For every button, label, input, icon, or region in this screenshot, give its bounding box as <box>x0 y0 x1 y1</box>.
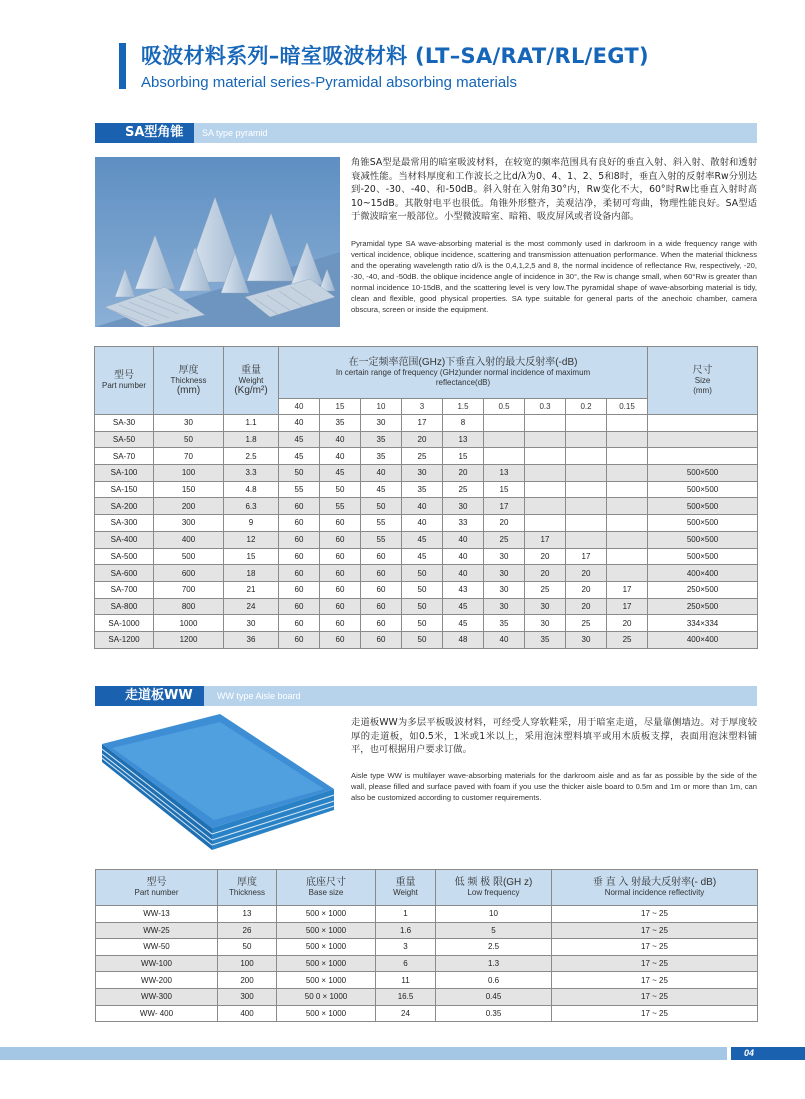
table-cell: 60 <box>279 598 320 615</box>
table-cell: 50 0 × 1000 <box>277 988 376 1005</box>
table-cell: 25 <box>607 631 648 648</box>
table-cell <box>525 481 566 498</box>
table-cell: 500×500 <box>648 548 758 565</box>
table-cell: 0.35 <box>436 1005 552 1022</box>
table-cell: SA-600 <box>95 565 154 582</box>
table-cell: SA-1200 <box>95 631 154 648</box>
table-cell: 17 ~ 25 <box>552 906 758 923</box>
table-cell: 9 <box>224 515 279 532</box>
sa-spec-table <box>94 346 758 649</box>
table-cell: 60 <box>279 631 320 648</box>
table-cell: 40 <box>361 465 402 482</box>
table-cell <box>607 498 648 515</box>
table-cell: 2.5 <box>224 448 279 465</box>
aisle-board-illustration <box>102 714 334 850</box>
table-cell: 15 <box>484 481 525 498</box>
table-cell <box>566 465 607 482</box>
table-cell: 6 <box>376 955 436 972</box>
table-cell: 50 <box>218 939 277 956</box>
table-cell: SA-30 <box>95 415 154 432</box>
page-number: 04 <box>731 1047 805 1060</box>
ww-header-thickness: 厚度 Thickness <box>218 870 277 906</box>
table-row <box>95 465 758 482</box>
title-accent-bar <box>119 43 126 89</box>
table-cell: 55 <box>320 498 361 515</box>
table-cell: 17 ~ 25 <box>552 988 758 1005</box>
table-cell: 30 <box>484 598 525 615</box>
pyramid-illustration <box>95 157 340 327</box>
table-cell: 300 <box>154 515 224 532</box>
table-row <box>95 548 758 565</box>
table-cell: 16.5 <box>376 988 436 1005</box>
table-cell <box>484 448 525 465</box>
table-cell: 1000 <box>154 615 224 632</box>
table-row <box>96 972 758 989</box>
table-cell: 60 <box>320 598 361 615</box>
table-cell: SA-200 <box>95 498 154 515</box>
table-row <box>96 922 758 939</box>
table-row <box>95 615 758 632</box>
table-cell <box>607 565 648 582</box>
table-cell: 13 <box>484 465 525 482</box>
table-cell <box>648 431 758 448</box>
sa-pyramid-photo <box>95 157 340 327</box>
table-cell: 20 <box>566 565 607 582</box>
table-cell: 30 <box>484 565 525 582</box>
page-title-en: Absorbing material series-Pyramidal absorbing materials <box>141 74 517 91</box>
table-cell: 60 <box>361 581 402 598</box>
table-cell: 40 <box>320 431 361 448</box>
table-cell: 20 <box>525 565 566 582</box>
table-cell: 36 <box>224 631 279 648</box>
table-cell: 300 <box>218 988 277 1005</box>
table-cell: 250×500 <box>648 598 758 615</box>
table-cell: 20 <box>402 431 443 448</box>
table-cell: 43 <box>443 581 484 598</box>
table-row <box>95 598 758 615</box>
table-cell: 600 <box>154 565 224 582</box>
sa-freq-header: 10 <box>361 399 402 415</box>
table-cell: 1 <box>376 906 436 923</box>
sa-freq-header: 3 <box>402 399 443 415</box>
table-cell: 50 <box>402 581 443 598</box>
table-cell: 20 <box>443 465 484 482</box>
table-cell <box>566 415 607 432</box>
table-cell: 20 <box>525 548 566 565</box>
table-cell: SA-1000 <box>95 615 154 632</box>
ww-description-en: Aisle type WW is multilayer wave-absorbing materials for the darkroom aisle and as far as possible by the side of the wall, please filled and surface paved with foam if you use the thicker aisle board to 0.5m and 1m or more than 1m, can also be customized according to customer requirements. <box>351 771 757 802</box>
table-cell <box>525 465 566 482</box>
table-row <box>96 1005 758 1022</box>
table-cell: 17 <box>484 498 525 515</box>
table-cell: 18 <box>224 565 279 582</box>
table-cell <box>607 465 648 482</box>
sa-header-size: 尺寸 Size (mm) <box>648 347 758 415</box>
table-cell: 24 <box>376 1005 436 1022</box>
table-cell: 5 <box>436 922 552 939</box>
ww-header-weight: 重量 Weight <box>376 870 436 906</box>
sa-freq-header: 0.15 <box>607 399 648 415</box>
table-cell: 4.8 <box>224 481 279 498</box>
table-cell: 20 <box>607 615 648 632</box>
table-cell: 35 <box>402 481 443 498</box>
sa-header-reflectance: 在一定频率范围(GHz)下垂直入射的最大反射率(-dB) In certain range of frequency (GHz)under normal incidence of maximum reflectance(dB) <box>279 347 648 399</box>
table-row <box>95 515 758 532</box>
table-cell <box>566 531 607 548</box>
table-cell: 60 <box>279 581 320 598</box>
sa-freq-header: 1.5 <box>443 399 484 415</box>
table-cell: 40 <box>402 498 443 515</box>
table-cell <box>566 481 607 498</box>
table-cell: 6.3 <box>224 498 279 515</box>
table-cell: 60 <box>320 531 361 548</box>
table-cell: 8 <box>443 415 484 432</box>
table-cell: 20 <box>566 598 607 615</box>
table-cell: 13 <box>443 431 484 448</box>
table-cell: SA-400 <box>95 531 154 548</box>
table-cell: 1.6 <box>376 922 436 939</box>
table-cell: 17 ~ 25 <box>552 955 758 972</box>
table-cell <box>607 531 648 548</box>
table-cell: 17 ~ 25 <box>552 1005 758 1022</box>
table-cell: 35 <box>525 631 566 648</box>
sa-header-part: 型号 Part number <box>95 347 154 415</box>
table-cell: 30 <box>224 615 279 632</box>
table-cell: 500 × 1000 <box>277 906 376 923</box>
table-cell: 1.1 <box>224 415 279 432</box>
table-cell: 60 <box>320 631 361 648</box>
table-cell: 30 <box>443 498 484 515</box>
sa-description-cn: 角锥SA型是最常用的暗室吸波材料，在较宽的频率范围具有良好的垂直入射、斜入射、散射和透射衰减性能。当材料厚度和工作波长之比d/λ为0、4、1、2、5和8时，垂直入射的反射率Rw分别达到-20、-30、-40、和-50dB。斜入射在入射角30°内，Rw变化不大，60°时Rw比垂直入射时高10~15dB。其散射电平也很低。角锥外形整齐，美观洁净，柔韧可弯曲，物理性能良好。SA型适于微波暗室一般部位。小型微波暗室、暗箱、吸皮屏风或者设备内部。 <box>351 157 757 222</box>
table-cell: 200 <box>218 972 277 989</box>
section-title-ww-en: WW type Aisle board <box>217 691 301 701</box>
table-cell: 17 <box>607 581 648 598</box>
table-cell: 50 <box>402 565 443 582</box>
table-cell: 25 <box>484 531 525 548</box>
table-cell: WW-13 <box>96 906 218 923</box>
table-cell: 13 <box>218 906 277 923</box>
table-cell: 500 × 1000 <box>277 939 376 956</box>
table-row <box>95 481 758 498</box>
table-cell: 33 <box>443 515 484 532</box>
table-cell: 40 <box>402 515 443 532</box>
table-cell: 60 <box>361 548 402 565</box>
table-cell <box>566 448 607 465</box>
table-cell: 60 <box>361 598 402 615</box>
table-cell: 30 <box>525 598 566 615</box>
table-row <box>95 581 758 598</box>
table-cell: 20 <box>484 515 525 532</box>
table-cell: 20 <box>566 581 607 598</box>
table-cell <box>607 431 648 448</box>
footer-bar <box>0 1047 727 1060</box>
table-row <box>96 939 758 956</box>
table-cell: 17 ~ 25 <box>552 939 758 956</box>
table-cell <box>607 548 648 565</box>
table-row <box>95 498 758 515</box>
table-cell: SA-70 <box>95 448 154 465</box>
table-cell <box>607 515 648 532</box>
table-cell: WW-50 <box>96 939 218 956</box>
table-cell: 55 <box>361 531 402 548</box>
table-cell: 100 <box>154 465 224 482</box>
table-cell: 15 <box>224 548 279 565</box>
table-cell <box>566 498 607 515</box>
table-cell: 17 <box>566 548 607 565</box>
table-cell: 15 <box>443 448 484 465</box>
table-cell: WW- 400 <box>96 1005 218 1022</box>
table-cell: 48 <box>443 631 484 648</box>
table-cell: 150 <box>154 481 224 498</box>
table-cell: 50 <box>402 598 443 615</box>
table-row <box>95 565 758 582</box>
table-cell: 45 <box>402 548 443 565</box>
table-cell: 60 <box>361 615 402 632</box>
sa-freq-header: 40 <box>279 399 320 415</box>
table-cell: 25 <box>566 615 607 632</box>
table-row <box>95 531 758 548</box>
sa-header-thickness: 厚度 Thickness (mm) <box>154 347 224 415</box>
table-cell <box>525 431 566 448</box>
table-cell: 40 <box>279 415 320 432</box>
table-cell: SA-100 <box>95 465 154 482</box>
table-cell <box>648 415 758 432</box>
table-row <box>96 988 758 1005</box>
ww-header-base-size: 底座尺寸 Base size <box>277 870 376 906</box>
table-cell: 17 <box>525 531 566 548</box>
ww-header-low-frequency: 低 频 极 限(GH z) Low frequency <box>436 870 552 906</box>
table-cell <box>566 431 607 448</box>
sa-header-weight: 重量 Weight (Kg/m²) <box>224 347 279 415</box>
table-cell <box>484 431 525 448</box>
ww-aisle-board-photo <box>102 714 334 850</box>
table-cell: 250×500 <box>648 581 758 598</box>
table-cell: 40 <box>320 448 361 465</box>
table-cell: 60 <box>320 565 361 582</box>
table-cell: SA-500 <box>95 548 154 565</box>
table-cell: 40 <box>484 631 525 648</box>
table-cell: 60 <box>320 515 361 532</box>
table-cell: 2.5 <box>436 939 552 956</box>
section-title-sa-en: SA type pyramid <box>202 128 268 138</box>
table-cell: 17 <box>402 415 443 432</box>
table-cell: 30 <box>566 631 607 648</box>
table-cell <box>525 498 566 515</box>
table-cell: 3.3 <box>224 465 279 482</box>
table-cell: SA-300 <box>95 515 154 532</box>
table-cell: 334×334 <box>648 615 758 632</box>
table-cell: 1.8 <box>224 431 279 448</box>
table-cell <box>607 481 648 498</box>
table-cell: 60 <box>361 631 402 648</box>
table-cell <box>607 448 648 465</box>
section-header-sa <box>95 123 757 143</box>
table-cell <box>525 415 566 432</box>
table-cell: SA-50 <box>95 431 154 448</box>
table-cell: 10 <box>436 906 552 923</box>
table-cell: 21 <box>224 581 279 598</box>
table-row <box>95 631 758 648</box>
table-cell: 24 <box>224 598 279 615</box>
table-cell: WW-200 <box>96 972 218 989</box>
table-cell <box>648 448 758 465</box>
table-cell: 50 <box>402 615 443 632</box>
table-cell: 12 <box>224 531 279 548</box>
table-cell: 11 <box>376 972 436 989</box>
table-cell: WW-25 <box>96 922 218 939</box>
table-cell: 30 <box>525 615 566 632</box>
table-cell: 60 <box>279 565 320 582</box>
table-cell: 55 <box>279 481 320 498</box>
table-cell: 50 <box>361 498 402 515</box>
table-cell: 45 <box>279 448 320 465</box>
table-cell: 45 <box>443 598 484 615</box>
table-cell: 45 <box>443 615 484 632</box>
sa-description-en: Pyramidal type SA wave-absorbing material is the most commonly used in darkroom in a wide frequency range with vertical incidence, oblique incidence, scattering and transmission attenuation performance. When the material thickness and the operating wavelength ratio d/λ is the 0,4,1,2,5 and 8, the normal incidence of reflectance Rw, respectively, -20, -30, -40, and -50dB. the oblique incidence angle of incidence in 30°, the Rw is change small, when 60°Rw is greater than normal incidence 10-15dB, and the scattering level is very low.The pyramidal shape of wave-absorbing material is tidy, clean and flexible, good physical properties. SA type suitable for general parts of the anechoic chamber, camera obscura, screen or inside the equipment. <box>351 239 757 314</box>
table-cell: 60 <box>320 615 361 632</box>
table-cell: 35 <box>361 448 402 465</box>
table-cell: 500×500 <box>648 531 758 548</box>
table-cell: 45 <box>279 431 320 448</box>
table-cell: 60 <box>320 581 361 598</box>
table-cell: 55 <box>361 515 402 532</box>
table-cell <box>566 515 607 532</box>
table-cell <box>525 448 566 465</box>
table-row <box>95 431 758 448</box>
table-cell: 60 <box>279 531 320 548</box>
table-cell: 30 <box>361 415 402 432</box>
sa-freq-header: 0.3 <box>525 399 566 415</box>
table-cell: 500×500 <box>648 465 758 482</box>
table-cell: 40 <box>443 548 484 565</box>
page-title-cn: 吸波材料系列–暗室吸波材料 (LT–SA/RAT/RL/EGT) <box>141 44 649 68</box>
table-cell: 60 <box>279 498 320 515</box>
table-cell: 100 <box>218 955 277 972</box>
table-cell: 500 × 1000 <box>277 972 376 989</box>
table-cell: 17 ~ 25 <box>552 922 758 939</box>
table-cell: 26 <box>218 922 277 939</box>
table-cell: 1.3 <box>436 955 552 972</box>
table-cell: 30 <box>154 415 224 432</box>
ww-description-cn: 走道板WW为多层平板吸波材料，可经受人穿软鞋采，用于暗室走道，尽量靠侧墙边。对于厚度较厚的走道板，如0.5米，1米或1米以上，采用泡沫塑料填平或用木质板支撑，表面用泡沫塑料铺平，也可根据用户要求订做。 <box>351 717 757 755</box>
table-cell <box>484 415 525 432</box>
table-cell: 45 <box>320 465 361 482</box>
ww-header-part: 型号 Part number <box>96 870 218 906</box>
table-cell: 60 <box>279 515 320 532</box>
table-cell: 500×500 <box>648 481 758 498</box>
table-cell: 500 × 1000 <box>277 922 376 939</box>
table-cell: 25 <box>402 448 443 465</box>
table-cell: 17 ~ 25 <box>552 972 758 989</box>
table-cell: SA-150 <box>95 481 154 498</box>
table-cell: 50 <box>279 465 320 482</box>
table-cell: 40 <box>443 565 484 582</box>
table-cell: 60 <box>320 548 361 565</box>
table-cell: 25 <box>443 481 484 498</box>
table-cell: 17 <box>607 598 648 615</box>
table-row <box>95 448 758 465</box>
table-cell: 400 <box>218 1005 277 1022</box>
section-title-sa-cn: SA型角锥 <box>95 123 194 143</box>
table-cell: 60 <box>279 548 320 565</box>
table-cell: 45 <box>402 531 443 548</box>
section-header-ww <box>95 686 757 706</box>
table-cell: 500×500 <box>648 515 758 532</box>
table-cell: 30 <box>484 548 525 565</box>
table-cell <box>607 415 648 432</box>
table-cell: 45 <box>361 481 402 498</box>
table-cell: 500 <box>154 548 224 565</box>
table-cell: 70 <box>154 448 224 465</box>
table-cell: 35 <box>484 615 525 632</box>
table-cell: 500 × 1000 <box>277 1005 376 1022</box>
table-row <box>96 906 758 923</box>
table-cell <box>525 515 566 532</box>
sa-freq-header: 0.2 <box>566 399 607 415</box>
table-cell: 0.6 <box>436 972 552 989</box>
table-cell: 400×400 <box>648 631 758 648</box>
table-cell: 50 <box>402 631 443 648</box>
table-cell: SA-700 <box>95 581 154 598</box>
table-cell: 1200 <box>154 631 224 648</box>
sa-freq-header: 0.5 <box>484 399 525 415</box>
table-cell: SA-800 <box>95 598 154 615</box>
table-cell: 30 <box>402 465 443 482</box>
table-cell: 0.45 <box>436 988 552 1005</box>
table-cell: 400×400 <box>648 565 758 582</box>
table-cell: 3 <box>376 939 436 956</box>
table-cell: 700 <box>154 581 224 598</box>
table-cell: WW-100 <box>96 955 218 972</box>
table-cell: 400 <box>154 531 224 548</box>
table-cell: 30 <box>484 581 525 598</box>
table-cell: 60 <box>361 565 402 582</box>
table-cell: 800 <box>154 598 224 615</box>
table-cell: 40 <box>443 531 484 548</box>
table-cell: 500 × 1000 <box>277 955 376 972</box>
table-cell: 50 <box>154 431 224 448</box>
sa-freq-header: 15 <box>320 399 361 415</box>
table-row <box>96 955 758 972</box>
ww-spec-table <box>95 869 758 1022</box>
table-cell: 35 <box>361 431 402 448</box>
table-cell: WW-300 <box>96 988 218 1005</box>
ww-header-reflectivity: 垂 直 入 射最大反射率(- dB) Normal incidence reflectivity <box>552 870 758 906</box>
table-cell: 35 <box>320 415 361 432</box>
table-cell: 60 <box>279 615 320 632</box>
table-row <box>95 415 758 432</box>
section-title-ww-cn: 走道板WW <box>95 686 204 706</box>
table-cell: 25 <box>525 581 566 598</box>
table-cell: 50 <box>320 481 361 498</box>
table-cell: 500×500 <box>648 498 758 515</box>
table-cell: 200 <box>154 498 224 515</box>
